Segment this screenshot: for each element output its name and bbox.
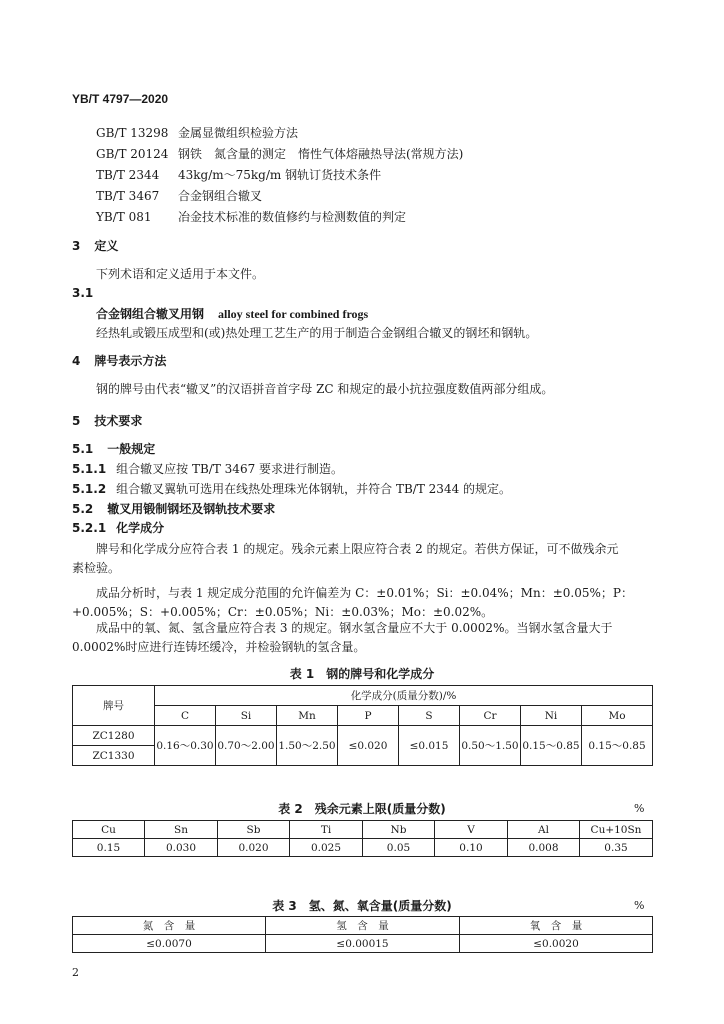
- section-4-text: 钢的牌号由代表“辙叉”的汉语拼音首字母 ZC 和规定的最小抗拉强度数值两部分组成。: [96, 382, 554, 396]
- column-header: Mn: [277, 706, 338, 726]
- column-header: 氮 含 量: [73, 917, 266, 935]
- paragraph-line: 成品分析时，与表 1 规定成分范围的允许偏差为 C：±0.01%；Si：±0.04%；Mn：±0.05%；P：: [96, 586, 633, 600]
- table-2-caption: 表 2 残余元素上限(质量分数): [278, 802, 446, 816]
- clause-5-2-heading: 5.2 辙叉用锻制钢坯及钢轨技术要求: [72, 502, 276, 516]
- reference-item: GB/T 20124 钢铁 氮含量的测定 惰性气体熔融热导法(常规方法): [96, 147, 464, 161]
- value-cell: 0.10: [435, 839, 508, 857]
- reference-item: TB/T 2344 43kg/m～75kg/m 钢轨订货技术条件: [96, 168, 382, 182]
- column-header: Al: [508, 821, 580, 839]
- value-cell: 0.030: [145, 839, 218, 857]
- reference-item: TB/T 3467 合金钢组合辙叉: [96, 189, 263, 203]
- section-4-heading: 4 牌号表示方法: [72, 354, 167, 368]
- paragraph-line: 成品中的氧、氮、氢含量应符合表 3 的规定。钢水氢含量应不大于 0.0002%。当钢水氢含量大于: [96, 621, 613, 635]
- column-header: 氢 含 量: [266, 917, 460, 935]
- table-3-unit: %: [634, 899, 645, 912]
- column-header: 氧 含 量: [460, 917, 653, 935]
- column-header: S: [399, 706, 460, 726]
- value-cell: 0.020: [218, 839, 290, 857]
- value-cell: 0.15～0.85: [582, 726, 653, 766]
- value-cell: 0.70～2.00: [216, 726, 277, 766]
- clause-5-1-heading: 5.1 一般规定: [72, 442, 156, 456]
- value-cell: 0.15: [73, 839, 145, 857]
- reference-item: GB/T 13298 金属显微组织检验方法: [96, 126, 299, 140]
- grade-header: 牌号: [73, 686, 155, 726]
- column-header: Mo: [582, 706, 653, 726]
- table-3: [72, 916, 653, 953]
- column-header: Si: [216, 706, 277, 726]
- value-cell: 0.008: [508, 839, 580, 857]
- value-cell: 0.50～1.50: [460, 726, 521, 766]
- document-code: YB/T 4797—2020: [72, 92, 169, 106]
- page-number: 2: [72, 966, 79, 979]
- column-header: Cu+10Sn: [580, 821, 653, 839]
- term-definition: 经热轧或锻压成型和(或)热处理工艺生产的用于制造合金钢组合辙叉的钢坯和钢轨。: [96, 326, 538, 340]
- table-1-caption: 表 1 钢的牌号和化学成分: [289, 667, 435, 681]
- table-3-caption: 表 3 氢、氮、氧含量(质量分数): [272, 899, 452, 913]
- grade-cell: ZC1330: [73, 746, 155, 766]
- table-1: [72, 685, 653, 766]
- column-header: Cu: [73, 821, 145, 839]
- clause-5-2-1-heading: 5.2.1 化学成分: [72, 521, 165, 535]
- clause-3-1-number: 3.1: [72, 286, 94, 300]
- value-cell: ≤0.015: [399, 726, 460, 766]
- section-3-heading: 3 定义: [72, 239, 119, 253]
- column-header: Ti: [290, 821, 363, 839]
- column-header: V: [435, 821, 508, 839]
- clause-5-1-1: 5.1.1 组合辙叉应按 TB/T 3467 要求进行制造。: [72, 462, 344, 476]
- value-cell: 0.35: [580, 839, 653, 857]
- reference-item: YB/T 081 冶金技术标准的数值修约与检测数值的判定: [96, 210, 407, 224]
- column-header: Cr: [460, 706, 521, 726]
- value-cell: ≤0.00015: [266, 935, 460, 953]
- value-cell: 0.16～0.30: [155, 726, 216, 766]
- section-5-heading: 5 技术要求: [72, 414, 143, 428]
- column-header: C: [155, 706, 216, 726]
- table-2: [72, 820, 653, 857]
- term-heading: 合金钢组合辙叉用钢 alloy steel for combined frogs: [96, 307, 369, 321]
- paragraph-line: +0.005%；S：+0.005%；Cr：±0.05%；Ni：±0.03%；Mo：±0.02%。: [72, 605, 494, 619]
- section-3-intro: 下列术语和定义适用于本文件。: [96, 267, 265, 281]
- column-header: Ni: [521, 706, 582, 726]
- composition-header: 化学成分(质量分数)/%: [155, 686, 653, 706]
- grade-cell: ZC1280: [73, 726, 155, 746]
- value-cell: ≤0.0070: [73, 935, 266, 953]
- paragraph-line: 牌号和化学成分应符合表 1 的规定。残余元素上限应符合表 2 的规定。若供方保证，可不做残余元: [96, 542, 619, 556]
- value-cell: 0.15～0.85: [521, 726, 582, 766]
- value-cell: ≤0.0020: [460, 935, 653, 953]
- column-header: Sb: [218, 821, 290, 839]
- column-header: P: [338, 706, 399, 726]
- paragraph-line: 0.0002%时应进行连铸坯缓冷，并检验钢轨的氢含量。: [72, 640, 366, 654]
- value-cell: 0.05: [363, 839, 435, 857]
- paragraph-line: 素检验。: [72, 561, 121, 575]
- value-cell: 1.50～2.50: [277, 726, 338, 766]
- column-header: Nb: [363, 821, 435, 839]
- value-cell: ≤0.020: [338, 726, 399, 766]
- table-2-unit: %: [634, 802, 645, 815]
- column-header: Sn: [145, 821, 218, 839]
- value-cell: 0.025: [290, 839, 363, 857]
- clause-5-1-2: 5.1.2 组合辙叉翼轨可选用在线热处理珠光体钢轨，并符合 TB/T 2344 的规定。: [72, 482, 512, 496]
